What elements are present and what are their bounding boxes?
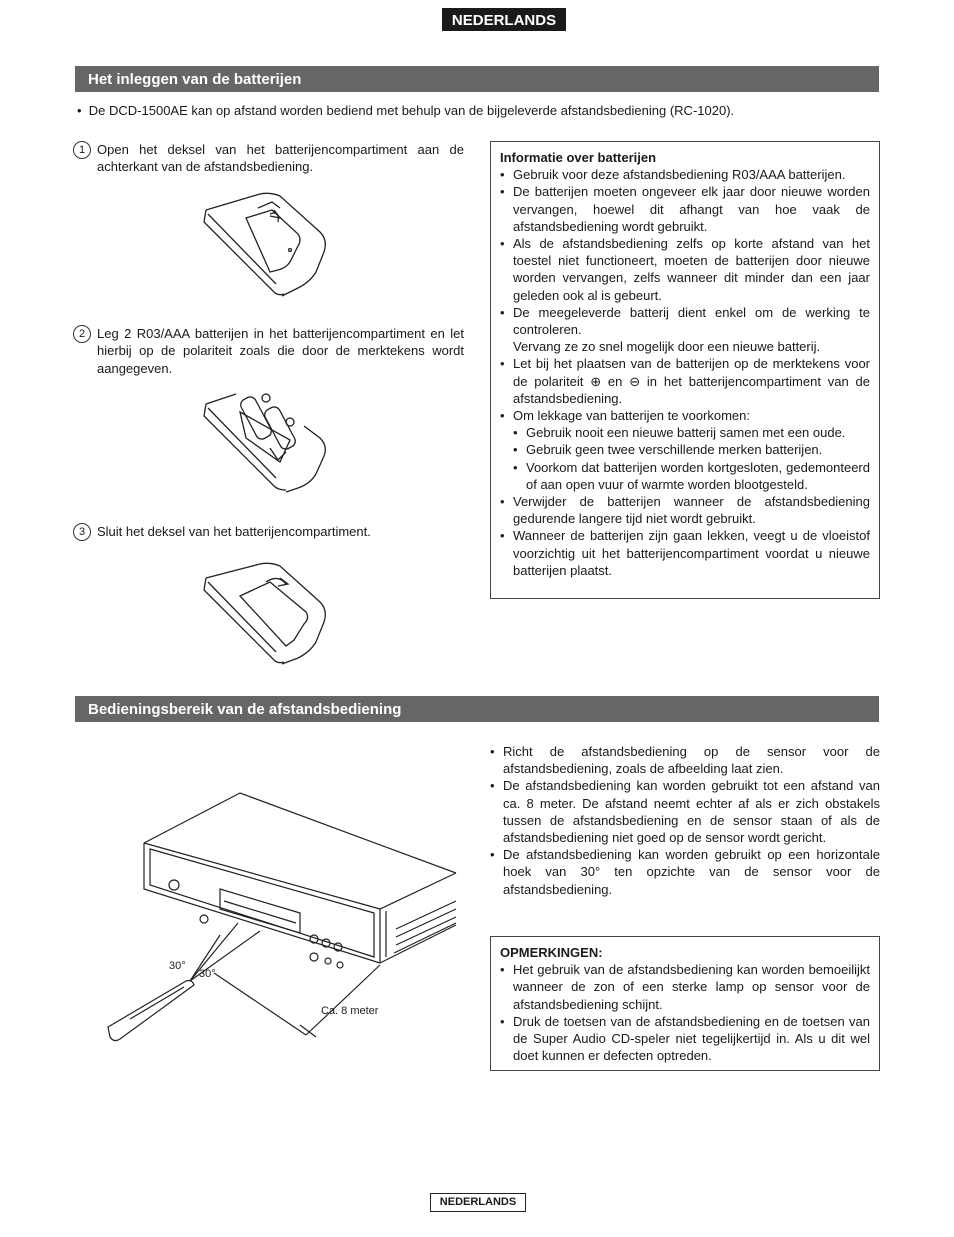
bullet-glyph: •: [77, 103, 89, 118]
step-3: [73, 523, 464, 540]
step-1: [73, 141, 464, 176]
notes-title: OPMERKINGEN:: [500, 945, 603, 960]
leak-sub-item: • Voorkom dat batterijen worden kortgesloten, gedemonteerd of aan open vuur of warmte worden blootgesteld.: [513, 459, 870, 493]
battery-info-text: De batterijen moeten ongeveer elk jaar door nieuwe worden vervangen, hoewel dit afhangt van hoe vaak de afstandsbediening wordt gebruikt.: [513, 184, 870, 234]
step-number: 2: [73, 325, 91, 343]
footer-language-label: NEDERLANDS: [430, 1193, 526, 1212]
battery-info-box: [490, 141, 880, 599]
remote-range-diagram: [100, 785, 460, 1050]
step-number: 1: [73, 141, 91, 159]
battery-info-item: [500, 166, 870, 183]
battery-info-item: [500, 304, 870, 356]
intro-sentence: De DCD-1500AE kan op afstand worden bediend met behulp van de bijgeleverde afstandsbediening (RC-1020).: [88, 103, 735, 118]
range-bullet: • De afstandsbediening kan worden gebruikt op een horizontale hoek van 30° ten opzichte van de sensor voor de afstandsbediening.: [490, 846, 880, 898]
angle-left-label: 30°: [169, 960, 186, 972]
section-title-batteries: Het inleggen van de batterijen: [75, 66, 879, 92]
notes-box: [490, 936, 880, 1071]
step-number: 3: [73, 523, 91, 541]
notes-item: • Het gebruik van de afstandsbediening kan worden bemoeilijkt wanneer de zon of een sterke lamp op sensor voor de afstandsbediening schijnt.: [500, 961, 870, 1013]
step-text: Leg 2 R03/AAA batterijen in het batterijencompartiment en let hierbij op de polariteit zoals die door de merktekens wordt aangegeven.: [97, 326, 464, 376]
battery-info-item: [500, 493, 870, 527]
battery-info-item: [500, 407, 870, 493]
battery-info-text: Om lekkage van batterijen te voorkomen:: [513, 408, 751, 424]
range-bullets: [490, 743, 880, 898]
battery-info-text: Wanneer de batterijen zijn gaan lekken, veegt u de vloeistof voorzichtig uit het batterijencompartiment voordat u nieuwe batterijen plaatst.: [513, 528, 870, 578]
battery-info-text: Als de afstandsbediening zelfs op korte afstand van het toestel niet functioneert, moeten de batterijen door nieuwe worden vervangen, zelfs wanneer dit minder dan een jaar geleden ook al is gebeurt.: [513, 236, 870, 303]
battery-info-item: [500, 355, 870, 407]
step-text: Sluit het deksel van het batterijencompartiment.: [97, 524, 371, 539]
intro-text: [77, 103, 877, 118]
angle-right-label: 30°: [199, 968, 216, 980]
battery-info-item: [500, 235, 870, 304]
battery-info-text: Gebruik voor deze afstandsbediening R03/AAA batterijen.: [513, 167, 846, 183]
battery-info-text-extra: Vervang ze zo snel mogelijk door een nieuwe batterij.: [513, 339, 821, 355]
distance-label: Ca. 8 meter: [321, 1005, 379, 1017]
leak-sub-item: • Gebruik geen twee verschillende merken batterijen.: [513, 441, 870, 458]
leak-sub-item: • Gebruik nooit een nieuwe batterij samen met een oude.: [513, 424, 870, 441]
battery-info-title: Informatie over batterijen: [500, 150, 657, 165]
battery-info-item: [500, 527, 870, 579]
remote-close-cover-illustration: [200, 556, 335, 666]
battery-info-text: De meegeleverde batterij dient enkel om de werking te controleren.: [513, 304, 870, 338]
battery-info-text: Let bij het plaatsen van de batterijen op de merktekens voor de polariteit ⊕ en ⊖ in het batterijencompartiment van de afstandsbediening.: [513, 356, 870, 406]
remote-open-cover-illustration: [200, 188, 335, 300]
range-bullet: • Richt de afstandsbediening op de sensor voor de afstandsbediening, zoals de afbeelding laat zien.: [490, 743, 880, 777]
remote-insert-batteries-illustration: [200, 386, 335, 494]
section-title-range: Bedieningsbereik van de afstandsbediening: [75, 696, 879, 722]
range-bullet: • De afstandsbediening kan worden gebruikt tot een afstand van ca. 8 meter. De afstand neemt echter af als er zich obstakels tussen de afstandsbediening en de sensor staan of als de afstandsbediening niet goed op de sensor wordt gericht.: [490, 777, 880, 846]
step-text: Open het deksel van het batterijencompartiment aan de achterkant van de afstandsbediening.: [97, 142, 464, 175]
step-2: [73, 325, 464, 377]
notes-item: • Druk de toetsen van de afstandsbediening en de toetsen van de Super Audio CD-speler niet tegelijkertijd in. Als u dit wel doet kunnen er defecten optreden.: [500, 1013, 870, 1065]
language-tab: NEDERLANDS: [442, 8, 566, 31]
battery-info-item: [500, 183, 870, 235]
battery-info-text: Verwijder de batterijen wanneer de afstandsbediening gedurende langere tijd niet wordt gebruikt.: [513, 494, 870, 527]
